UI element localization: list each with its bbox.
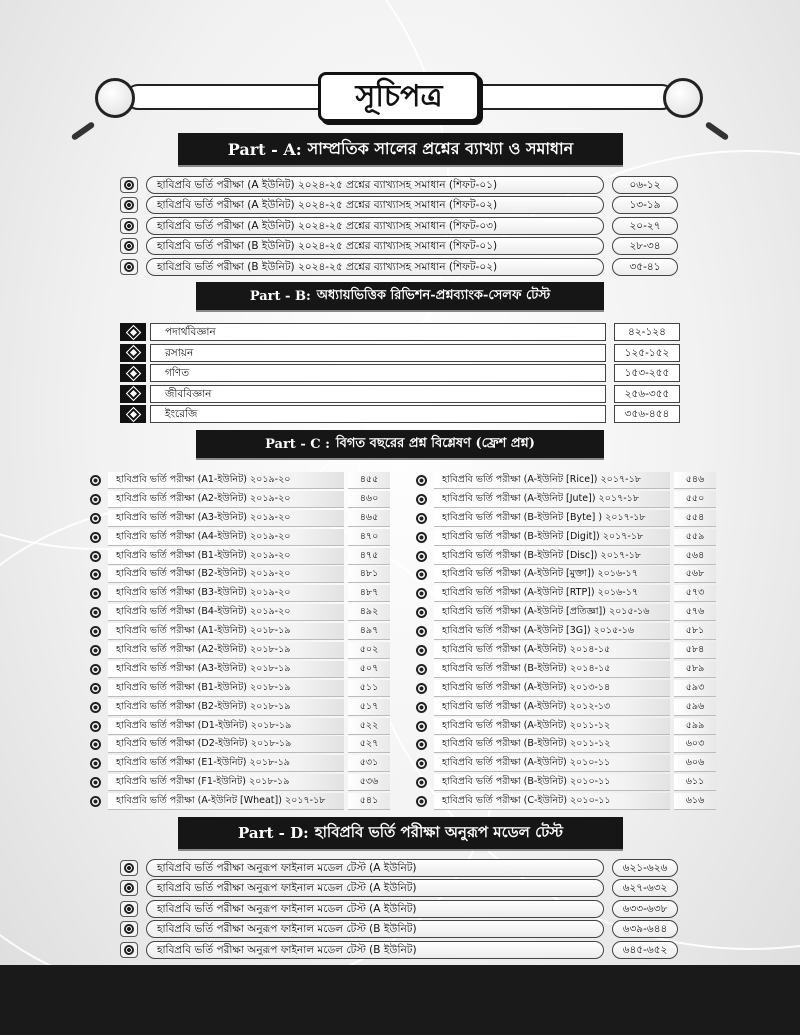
exam-page: ৫১৭	[348, 699, 390, 716]
exam-title: হাবিপ্রবি ভর্তি পরীক্ষা (A-ইউনিট) ২০১২-১৩	[434, 699, 670, 716]
bullet-icon	[84, 548, 106, 565]
exam-title: হাবিপ্রবি ভর্তি পরীক্ষা (B1-ইউনিট) ২০১৮-১৯	[108, 680, 344, 697]
list-item	[410, 792, 718, 811]
bullet-icon	[410, 718, 432, 735]
exam-page: ৫৬৪	[674, 548, 716, 565]
target-icon	[90, 607, 101, 618]
list-item	[410, 584, 718, 603]
target-icon	[416, 702, 427, 713]
exam-title: হাবিপ্রবি ভর্তি পরীক্ষা (B2-ইউনিট) ২০১৮-১৯	[108, 699, 344, 716]
target-icon	[90, 796, 101, 807]
list-item	[118, 384, 682, 405]
bullet-icon	[84, 736, 106, 753]
list-item	[118, 322, 682, 343]
bullet-icon	[120, 921, 138, 937]
exam-title: হাবিপ্রবি ভর্তি পরীক্ষা (A3-ইউনিট) ২০১৮-১৯	[108, 661, 344, 678]
diamond-icon	[120, 344, 146, 362]
part-c-heading: বিগত বছরের প্রশ্ন বিশ্লেষণ (ফ্রেশ প্রশ্ন)	[335, 435, 535, 451]
bullet-icon	[410, 585, 432, 602]
exam-title: হাবিপ্রবি ভর্তি পরীক্ষা (A-ইউনিট [মুক্তা]) ২০১৬-১৭	[434, 566, 670, 583]
item-pages: ৬৩৯-৬৪৪	[612, 920, 678, 938]
exam-page: ৫০৭	[348, 661, 390, 678]
part-b-heading: অধ্যায়ভিত্তিক রিভিশন-প্রশ্নব্যাংক-সেলফ টেস্ট	[316, 287, 551, 303]
item-title: হাবিপ্রবি ভর্তি পরীক্ষা অনুরূপ ফাইনাল মডেল টেস্ট (B ইউনিট)	[146, 920, 604, 938]
list-item	[410, 735, 718, 754]
list-item	[118, 878, 682, 898]
list-item	[84, 717, 392, 736]
subject-pages: ২৫৬-৩৫৫	[614, 385, 680, 403]
target-icon	[416, 645, 427, 656]
bullet-icon	[120, 197, 138, 213]
exam-title: হাবিপ্রবি ভর্তি পরীক্ষা (A-ইউনিট [Wheat]) ২০১৭-১৮	[108, 793, 344, 810]
target-icon	[90, 551, 101, 562]
list-item	[84, 735, 392, 754]
item-title: হাবিপ্রবি ভর্তি পরীক্ষা (A ইউনিট) ২০২৪-২৫ প্রশ্নের ব্যাখ্যাসহ সমাধান (শিফট-০১)	[146, 176, 604, 194]
bullet-icon	[84, 510, 106, 527]
target-icon	[416, 626, 427, 637]
item-pages: ৩৫-৪১	[612, 258, 678, 276]
exam-page: ৫৮৪	[674, 642, 716, 659]
bullet-icon	[410, 755, 432, 772]
exam-page: ৫১১	[348, 680, 390, 697]
exam-title: হাবিপ্রবি ভর্তি পরীক্ষা (A-ইউনিট [Rice]) ২০১৭-১৮	[434, 472, 670, 489]
exam-page: ৫৩১	[348, 755, 390, 772]
exam-title: হাবিপ্রবি ভর্তি পরীক্ষা (A1-ইউনিট) ২০১৯-২০	[108, 472, 344, 489]
list-item	[84, 641, 392, 660]
target-icon	[90, 626, 101, 637]
target-icon	[416, 721, 427, 732]
list-item	[410, 471, 718, 490]
list-item	[84, 584, 392, 603]
exam-page: ৫৫৯	[674, 529, 716, 546]
bullet-icon	[120, 177, 138, 193]
exam-page: ৪৯৭	[348, 623, 390, 640]
bullet-icon	[84, 529, 106, 546]
bullet-icon	[410, 566, 432, 583]
exam-title: হাবিপ্রবি ভর্তি পরীক্ষা (A-ইউনিট) ২০১৩-১৪	[434, 680, 670, 697]
list-item	[410, 603, 718, 622]
list-item	[84, 622, 392, 641]
exam-page: ৫৫০	[674, 491, 716, 508]
diamond-shape	[127, 367, 140, 380]
item-pages: ২৮-৩৪	[612, 237, 678, 255]
exam-title: হাবিপ্রবি ভর্তি পরীক্ষা (B4-ইউনিট) ২০১৯-২০	[108, 604, 344, 621]
target-icon	[124, 924, 134, 934]
exam-page: ৫৯৩	[674, 680, 716, 697]
exam-title: হাবিপ্রবি ভর্তি পরীক্ষা (A2-ইউনিট) ২০১৮-১৯	[108, 642, 344, 659]
part-b-label: Part - B:	[249, 288, 311, 304]
part-d-heading: হাবিপ্রবি ভর্তি পরীক্ষা অনুরূপ মডেল টেস্ট	[314, 822, 563, 841]
exam-page: ৬০৬	[674, 755, 716, 772]
bullet-icon	[410, 774, 432, 791]
exam-title: হাবিপ্রবি ভর্তি পরীক্ষা (A1-ইউনিট) ২০১৮-১৯	[108, 623, 344, 640]
magnifier-icon	[663, 78, 703, 118]
bullet-icon	[410, 642, 432, 659]
diamond-icon	[120, 364, 146, 382]
bullet-icon	[84, 642, 106, 659]
target-icon	[90, 664, 101, 675]
exam-page: ৪৮১	[348, 566, 390, 583]
item-pages: ৬২৭-৬৩২	[612, 879, 678, 897]
exam-title: হাবিপ্রবি ভর্তি পরীক্ষা (A3-ইউনিট) ২০১৯-২০	[108, 510, 344, 527]
list-item	[118, 216, 682, 236]
target-icon	[90, 494, 101, 505]
part-d-list	[118, 858, 682, 960]
target-icon	[124, 904, 134, 914]
bullet-icon	[84, 566, 106, 583]
target-icon	[416, 494, 427, 505]
exam-page: ৪৬০	[348, 491, 390, 508]
subject-pages: ১৫৩-২৫৫	[614, 364, 680, 382]
target-icon	[90, 702, 101, 713]
item-title: হাবিপ্রবি ভর্তি পরীক্ষা অনুরূপ ফাইনাল মডেল টেস্ট (A ইউনিট)	[146, 900, 604, 918]
item-pages: ৬৩৩-৬৩৮	[612, 900, 678, 918]
bullet-icon	[84, 661, 106, 678]
target-icon	[90, 721, 101, 732]
bullet-icon	[410, 529, 432, 546]
exam-title: হাবিপ্রবি ভর্তি পরীক্ষা (F1-ইউনিট) ২০১৮-১৯	[108, 774, 344, 791]
bullet-icon	[84, 755, 106, 772]
exam-title: হাবিপ্রবি ভর্তি পরীক্ষা (B-ইউনিট [Byte] ) ২০১৭-১৮	[434, 510, 670, 527]
exam-page: ৫২২	[348, 718, 390, 735]
exam-page: ৬০৩	[674, 736, 716, 753]
list-item	[410, 490, 718, 509]
exam-page: ৬১১	[674, 774, 716, 791]
list-item	[84, 792, 392, 811]
part-c-right-column	[410, 471, 718, 811]
bullet-icon	[410, 623, 432, 640]
subject-name: গণিত	[150, 364, 606, 382]
bullet-icon	[84, 793, 106, 810]
diamond-shape	[127, 387, 140, 400]
exam-page: ৫৮৯	[674, 661, 716, 678]
target-icon	[90, 758, 101, 769]
bullet-icon	[410, 793, 432, 810]
target-icon	[416, 532, 427, 543]
list-item	[84, 754, 392, 773]
bullet-icon	[410, 680, 432, 697]
item-title: হাবিপ্রবি ভর্তি পরীক্ষা অনুরূপ ফাইনাল মডেল টেস্ট (A ইউনিট)	[146, 859, 604, 877]
list-item	[84, 698, 392, 717]
target-icon	[416, 739, 427, 750]
exam-title: হাবিপ্রবি ভর্তি পরীক্ষা (B3-ইউনিট) ২০১৯-২০	[108, 585, 344, 602]
exam-title: হাবিপ্রবি ভর্তি পরীক্ষা (B-ইউনিট) ২০১০-১১	[434, 774, 670, 791]
list-item	[84, 565, 392, 584]
list-item	[84, 603, 392, 622]
exam-page: ৫০২	[348, 642, 390, 659]
bullet-icon	[410, 736, 432, 753]
subject-name: রসায়ন	[150, 344, 606, 362]
item-pages: ৬২১-৬২৬	[612, 859, 678, 877]
list-item	[410, 622, 718, 641]
item-title: হাবিপ্রবি ভর্তি পরীক্ষা (A ইউনিট) ২০২৪-২৫ প্রশ্নের ব্যাখ্যাসহ সমাধান (শিফট-০৩)	[146, 217, 604, 235]
list-item	[118, 236, 682, 256]
exam-title: হাবিপ্রবি ভর্তি পরীক্ষা (D1-ইউনিট) ২০১৮-১৯	[108, 718, 344, 735]
exam-title: হাবিপ্রবি ভর্তি পরীক্ষা (B-ইউনিট) ২০১১-১২	[434, 736, 670, 753]
exam-page: ৫৩৬	[348, 774, 390, 791]
target-icon	[90, 475, 101, 486]
list-item	[410, 698, 718, 717]
target-icon	[416, 664, 427, 675]
list-item	[84, 490, 392, 509]
list-item	[118, 363, 682, 384]
exam-page: ৫৬৮	[674, 566, 716, 583]
bullet-icon	[410, 548, 432, 565]
part-d-label: Part - D:	[238, 824, 309, 842]
bullet-icon	[120, 942, 138, 958]
exam-page: ৪৭৫	[348, 548, 390, 565]
list-item	[410, 528, 718, 547]
diamond-icon	[120, 405, 146, 423]
subject-name: পদার্থবিজ্ঞান	[150, 323, 606, 341]
bullet-icon	[84, 604, 106, 621]
item-title: হাবিপ্রবি ভর্তি পরীক্ষা অনুরূপ ফাইনাল মডেল টেস্ট (A ইউনিট)	[146, 879, 604, 897]
target-icon	[124, 863, 134, 873]
list-item	[84, 660, 392, 679]
magnifier-handle	[705, 121, 730, 141]
part-c-left-column	[84, 471, 392, 811]
bullet-icon	[120, 218, 138, 234]
subject-pages: ৪২-১২৪	[614, 323, 680, 341]
item-title: হাবিপ্রবি ভর্তি পরীক্ষা (B ইউনিট) ২০২৪-২৫ প্রশ্নের ব্যাখ্যাসহ সমাধান (শিফট-০২)	[146, 258, 604, 276]
target-icon	[90, 588, 101, 599]
target-icon	[90, 513, 101, 524]
target-icon	[416, 758, 427, 769]
exam-title: হাবিপ্রবি ভর্তি পরীক্ষা (A-ইউনিট) ২০১৪-১৫	[434, 642, 670, 659]
target-icon	[416, 551, 427, 562]
subject-name: জীববিজ্ঞান	[150, 385, 606, 403]
exam-title: হাবিপ্রবি ভর্তি পরীক্ষা (A-ইউনিট) ২০১১-১২	[434, 718, 670, 735]
part-c-label: Part - C :	[265, 436, 330, 452]
exam-page: ৫৯৯	[674, 718, 716, 735]
list-item	[118, 919, 682, 939]
part-a-list	[118, 175, 682, 277]
bullet-icon	[84, 491, 106, 508]
bullet-icon	[84, 774, 106, 791]
list-item	[84, 773, 392, 792]
exam-title: হাবিপ্রবি ভর্তি পরীক্ষা (B1-ইউনিট) ২০১৯-২০	[108, 548, 344, 565]
target-icon	[416, 588, 427, 599]
list-item	[84, 679, 392, 698]
target-icon	[124, 180, 134, 190]
target-icon	[90, 683, 101, 694]
bullet-icon	[120, 901, 138, 917]
exam-page: ৪৮৭	[348, 585, 390, 602]
target-icon	[416, 607, 427, 618]
list-item	[84, 471, 392, 490]
bullet-icon	[410, 604, 432, 621]
diamond-icon	[120, 385, 146, 403]
list-item	[118, 343, 682, 364]
target-icon	[90, 777, 101, 788]
bullet-icon	[410, 491, 432, 508]
part-a-heading: সাম্প্রতিক সালের প্রশ্নের ব্যাখ্যা ও সমাধান	[307, 138, 574, 158]
part-b-header	[196, 282, 604, 310]
bullet-icon	[410, 699, 432, 716]
exam-title: হাবিপ্রবি ভর্তি পরীক্ষা (A-ইউনিট [প্রতিজ্ঞা]) ২০১৫-১৬	[434, 604, 670, 621]
exam-page: ৫৮১	[674, 623, 716, 640]
bullet-icon	[84, 472, 106, 489]
exam-title: হাবিপ্রবি ভর্তি পরীক্ষা (A-ইউনিট) ২০১০-১১	[434, 755, 670, 772]
exam-page: ৫৪১	[348, 793, 390, 810]
list-item	[118, 858, 682, 878]
target-icon	[416, 513, 427, 524]
item-title: হাবিপ্রবি ভর্তি পরীক্ষা (B ইউনিট) ২০২৪-২৫ প্রশ্নের ব্যাখ্যাসহ সমাধান (শিফট-০১)	[146, 237, 604, 255]
exam-page: ৫৭৬	[674, 604, 716, 621]
bullet-icon	[410, 510, 432, 527]
list-item	[118, 940, 682, 960]
exam-title: হাবিপ্রবি ভর্তি পরীক্ষা (B2-ইউনিট) ২০১৯-২০	[108, 566, 344, 583]
target-icon	[416, 475, 427, 486]
target-icon	[124, 945, 134, 955]
item-title: হাবিপ্রবি ভর্তি পরীক্ষা (A ইউনিট) ২০২৪-২৫ প্রশ্নের ব্যাখ্যাসহ সমাধান (শিফট-০২)	[146, 196, 604, 214]
exam-title: হাবিপ্রবি ভর্তি পরীক্ষা (E1-ইউনিট) ২০১৮-১৯	[108, 755, 344, 772]
target-icon	[90, 532, 101, 543]
bullet-icon	[84, 680, 106, 697]
list-item	[410, 509, 718, 528]
exam-page: ৪৫৫	[348, 472, 390, 489]
list-item	[118, 899, 682, 919]
subject-name: ইংরেজি	[150, 405, 606, 423]
list-item	[84, 509, 392, 528]
list-item	[410, 660, 718, 679]
list-item	[410, 641, 718, 660]
target-icon	[416, 796, 427, 807]
list-item	[410, 565, 718, 584]
item-pages: ২০-২৭	[612, 217, 678, 235]
bullet-icon	[120, 860, 138, 876]
list-item	[84, 547, 392, 566]
list-item	[118, 404, 682, 425]
diamond-shape	[127, 346, 140, 359]
list-item	[410, 717, 718, 736]
exam-page: ৫৪৬	[674, 472, 716, 489]
target-icon	[124, 200, 134, 210]
bullet-icon	[84, 585, 106, 602]
exam-page: ৪৯২	[348, 604, 390, 621]
diamond-icon	[120, 323, 146, 341]
exam-title: হাবিপ্রবি ভর্তি পরীক্ষা (D2-ইউনিট) ২০১৮-১৯	[108, 736, 344, 753]
subject-pages: ১২৫-১৫২	[614, 344, 680, 362]
subject-pages: ৩৫৬-৪৫৪	[614, 405, 680, 423]
exam-title: হাবিপ্রবি ভর্তি পরীক্ষা (B-ইউনিট [Disc]) ২০১৭-১৮	[434, 548, 670, 565]
target-icon	[416, 683, 427, 694]
page-title: সূচিপত্র	[318, 72, 480, 122]
bullet-icon	[84, 718, 106, 735]
bullet-icon	[120, 880, 138, 896]
list-item	[410, 773, 718, 792]
exam-page: ৫৭৩	[674, 585, 716, 602]
exam-page: ৬১৬	[674, 793, 716, 810]
exam-page: ৪৬৫	[348, 510, 390, 527]
target-icon	[90, 569, 101, 580]
exam-title: হাবিপ্রবি ভর্তি পরীক্ষা (C-ইউনিট) ২০১০-১১	[434, 793, 670, 810]
target-icon	[90, 645, 101, 656]
exam-title: হাবিপ্রবি ভর্তি পরীক্ষা (A-ইউনিট [Jute]) ২০১৭-১৮	[434, 491, 670, 508]
exam-page: ৫৯৬	[674, 699, 716, 716]
target-icon	[124, 262, 134, 272]
list-item	[84, 528, 392, 547]
exam-title: হাবিপ্রবি ভর্তি পরীক্ষা (A4-ইউনিট) ২০১৯-২০	[108, 529, 344, 546]
exam-title: হাবিপ্রবি ভর্তি পরীক্ষা (A2-ইউনিট) ২০১৯-২০	[108, 491, 344, 508]
bullet-icon	[120, 238, 138, 254]
list-item	[118, 175, 682, 195]
target-icon	[90, 739, 101, 750]
magnifier-icon	[95, 78, 135, 118]
target-icon	[124, 241, 134, 251]
list-item	[410, 754, 718, 773]
exam-title: হাবিপ্রবি ভর্তি পরীক্ষা (A-ইউনিট [RTP]) ২০১৬-১৭	[434, 585, 670, 602]
exam-title: হাবিপ্রবি ভর্তি পরীক্ষা (A-ইউনিট [3G]) ২০১৫-১৬	[434, 623, 670, 640]
bullet-icon	[410, 661, 432, 678]
diamond-shape	[127, 408, 140, 421]
item-pages: ০৬-১২	[612, 176, 678, 194]
list-item	[118, 257, 682, 277]
list-item	[410, 547, 718, 566]
item-title: হাবিপ্রবি ভর্তি পরীক্ষা অনুরূপ ফাইনাল মডেল টেস্ট (B ইউনিট)	[146, 941, 604, 959]
item-pages: ১৩-১৯	[612, 196, 678, 214]
diamond-shape	[127, 326, 140, 339]
exam-page: ৪৭০	[348, 529, 390, 546]
list-item	[410, 679, 718, 698]
target-icon	[124, 221, 134, 231]
exam-title: হাবিপ্রবি ভর্তি পরীক্ষা (B-ইউনিট) ২০১৪-১৫	[434, 661, 670, 678]
part-b-list	[118, 322, 682, 425]
target-icon	[416, 777, 427, 788]
item-pages: ৬৪৫-৬৫২	[612, 941, 678, 959]
part-a-header	[178, 133, 623, 165]
bullet-icon	[84, 623, 106, 640]
part-a-label: Part - A:	[227, 139, 302, 159]
footer-band	[0, 965, 800, 1035]
part-c-header	[196, 430, 604, 458]
bullet-icon	[84, 699, 106, 716]
target-icon	[124, 883, 134, 893]
part-d-header	[178, 817, 623, 849]
target-icon	[416, 569, 427, 580]
bullet-icon	[120, 259, 138, 275]
bullet-icon	[410, 472, 432, 489]
exam-title: হাবিপ্রবি ভর্তি পরীক্ষা (B-ইউনিট [Digit]) ২০১৭-১৮	[434, 529, 670, 546]
exam-page: ৫৫৪	[674, 510, 716, 527]
list-item	[118, 195, 682, 215]
exam-page: ৫২৭	[348, 736, 390, 753]
